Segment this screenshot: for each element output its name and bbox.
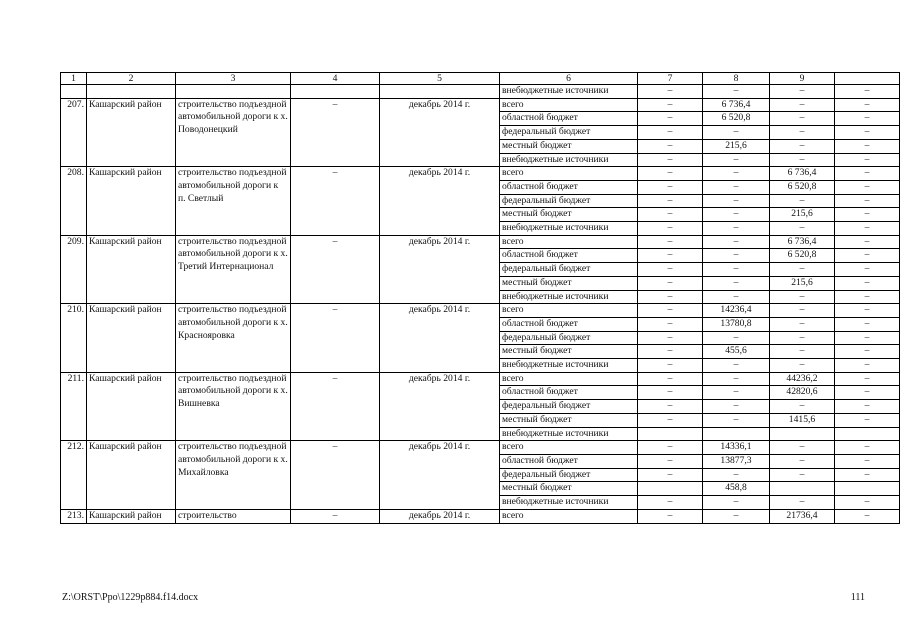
value-cell: – [835, 85, 900, 99]
value-cell: – [770, 331, 835, 345]
project-description: строительство подъездной автомобильной дороги к х. Краснояровка [176, 304, 291, 373]
value-cell: – [703, 126, 770, 140]
funding-source-label: местный бюджет [500, 482, 638, 496]
value-cell: – [835, 496, 900, 510]
header-cell [835, 73, 900, 85]
funding-source-label: внебюджетные источники [500, 359, 638, 373]
value-cell: – [638, 454, 703, 468]
funding-source-label: местный бюджет [500, 413, 638, 427]
funding-source-label: всего [500, 167, 638, 181]
table-row [61, 509, 900, 523]
value-cell: – [638, 263, 703, 277]
value-cell: – [770, 496, 835, 510]
row-number: 209. [61, 235, 87, 304]
value-cell: – [291, 441, 380, 510]
project-description: строительство подъездной автомобильной дороги к п. Светлый [176, 167, 291, 236]
value-cell: 44236,2 [770, 372, 835, 386]
table-row [61, 372, 900, 386]
funding-source-label: областной бюджет [500, 317, 638, 331]
page-number: 111 [850, 592, 865, 603]
value-cell: – [770, 126, 835, 140]
value-cell: – [835, 112, 900, 126]
row-number: 208. [61, 167, 87, 236]
value-cell: – [835, 359, 900, 373]
value-cell: – [638, 345, 703, 359]
value-cell: – [703, 208, 770, 222]
deadline-date: декабрь 2014 г. [380, 304, 500, 373]
value-cell: – [770, 222, 835, 236]
value-cell: 14336,1 [703, 441, 770, 455]
value-cell: – [835, 263, 900, 277]
value-cell: – [638, 276, 703, 290]
value-cell: – [638, 317, 703, 331]
project-description: строительство подъездной автомобильной дороги к х. Третий Интернационал [176, 235, 291, 304]
value-cell: – [703, 180, 770, 194]
row-number: 210. [61, 304, 87, 373]
value-cell: – [638, 112, 703, 126]
value-cell: – [703, 235, 770, 249]
header-cell: 9 [770, 73, 835, 85]
value-cell: – [835, 441, 900, 455]
funding-source-label: всего [500, 98, 638, 112]
value-cell: – [835, 276, 900, 290]
funding-source-label: внебюджетные источники [500, 290, 638, 304]
value-cell [835, 427, 900, 441]
funding-source-label: внебюджетные источники [500, 85, 638, 99]
value-cell: – [835, 249, 900, 263]
project-description: строительство [176, 509, 291, 523]
value-cell: – [638, 194, 703, 208]
funding-source-label: федеральный бюджет [500, 400, 638, 414]
value-cell: – [703, 167, 770, 181]
funding-source-label: областной бюджет [500, 112, 638, 126]
value-cell: – [770, 304, 835, 318]
funding-source-label: федеральный бюджет [500, 468, 638, 482]
continuation-row [61, 85, 900, 99]
value-cell: – [770, 112, 835, 126]
value-cell: – [835, 235, 900, 249]
district-name: Кашарский район [87, 167, 176, 236]
value-cell: – [638, 85, 703, 99]
value-cell: – [835, 208, 900, 222]
funding-source-label: федеральный бюджет [500, 194, 638, 208]
value-cell: – [638, 359, 703, 373]
deadline-date: декабрь 2014 г. [380, 235, 500, 304]
table-row [61, 304, 900, 318]
value-cell: – [770, 98, 835, 112]
funding-source-label: местный бюджет [500, 276, 638, 290]
funding-source-label: всего [500, 509, 638, 523]
value-cell: – [703, 386, 770, 400]
value-cell: – [703, 400, 770, 414]
value-cell: – [835, 331, 900, 345]
value-cell: – [638, 304, 703, 318]
value-cell: – [703, 222, 770, 236]
value-cell: – [703, 372, 770, 386]
value-cell: – [638, 208, 703, 222]
row-number: 211. [61, 372, 87, 441]
funding-source-label: внебюджетные источники [500, 427, 638, 441]
row-number: 207. [61, 98, 87, 167]
header-cell: 8 [703, 73, 770, 85]
value-cell: – [291, 98, 380, 167]
value-cell: – [835, 372, 900, 386]
value-cell: – [770, 85, 835, 99]
funding-source-label: областной бюджет [500, 249, 638, 263]
deadline-date: декабрь 2014 г. [380, 372, 500, 441]
value-cell: 6 736,4 [770, 167, 835, 181]
value-cell: 1415,6 [770, 413, 835, 427]
value-cell: 6 520,8 [770, 249, 835, 263]
value-cell: – [638, 153, 703, 167]
value-cell: – [291, 372, 380, 441]
value-cell: 6 520,8 [770, 180, 835, 194]
funding-source-label: местный бюджет [500, 345, 638, 359]
empty-cell [380, 85, 500, 99]
value-cell [703, 427, 770, 441]
value-cell: – [638, 496, 703, 510]
value-cell: – [835, 290, 900, 304]
value-cell: – [835, 413, 900, 427]
row-number: 213. [61, 509, 87, 523]
value-cell [770, 482, 835, 496]
value-cell: – [770, 290, 835, 304]
value-cell: – [770, 359, 835, 373]
value-cell: – [770, 317, 835, 331]
value-cell: – [703, 153, 770, 167]
value-cell: – [638, 509, 703, 523]
district-name: Кашарский район [87, 441, 176, 510]
value-cell: – [835, 126, 900, 140]
value-cell: – [770, 441, 835, 455]
funding-source-label: федеральный бюджет [500, 263, 638, 277]
value-cell: – [638, 126, 703, 140]
value-cell: – [638, 139, 703, 153]
header-cell: 3 [176, 73, 291, 85]
value-cell: – [638, 468, 703, 482]
value-cell: 215,6 [770, 208, 835, 222]
value-cell: – [703, 468, 770, 482]
header-cell: 5 [380, 73, 500, 85]
header-cell: 4 [291, 73, 380, 85]
budget-table [60, 72, 900, 524]
value-cell [638, 482, 703, 496]
district-name: Кашарский район [87, 304, 176, 373]
funding-source-label: всего [500, 304, 638, 318]
value-cell: – [638, 222, 703, 236]
value-cell [770, 427, 835, 441]
value-cell: – [703, 276, 770, 290]
value-cell: – [835, 153, 900, 167]
value-cell: – [770, 454, 835, 468]
deadline-date: декабрь 2014 г. [380, 509, 500, 523]
value-cell [835, 482, 900, 496]
value-cell: – [291, 304, 380, 373]
value-cell: 13780,8 [703, 317, 770, 331]
funding-source-label: федеральный бюджет [500, 331, 638, 345]
project-description: строительство подъездной автомобильной дороги к х. Поводонецкий [176, 98, 291, 167]
value-cell: – [638, 180, 703, 194]
project-description: строительство подъездной автомобильной дороги к х. Вишневка [176, 372, 291, 441]
value-cell: – [638, 386, 703, 400]
value-cell: – [770, 263, 835, 277]
funding-source-label: всего [500, 441, 638, 455]
value-cell: – [703, 496, 770, 510]
funding-source-label: внебюджетные источники [500, 153, 638, 167]
value-cell: 6 520,8 [703, 112, 770, 126]
value-cell: – [770, 468, 835, 482]
value-cell: 215,6 [770, 276, 835, 290]
value-cell: 455,6 [703, 345, 770, 359]
value-cell: – [835, 180, 900, 194]
project-description: строительство подъездной автомобильной дороги к х. Михайловка [176, 441, 291, 510]
value-cell: – [703, 85, 770, 99]
funding-source-label: федеральный бюджет [500, 126, 638, 140]
value-cell: – [703, 509, 770, 523]
table-row [61, 441, 900, 455]
empty-cell [176, 85, 291, 99]
funding-source-label: местный бюджет [500, 208, 638, 222]
value-cell: – [770, 400, 835, 414]
value-cell: – [770, 153, 835, 167]
value-cell: – [703, 249, 770, 263]
value-cell: – [770, 194, 835, 208]
header-row [61, 73, 900, 85]
value-cell: – [770, 345, 835, 359]
empty-cell [291, 85, 380, 99]
value-cell: – [835, 345, 900, 359]
value-cell: – [835, 400, 900, 414]
value-cell: – [703, 194, 770, 208]
value-cell: – [638, 372, 703, 386]
value-cell: – [638, 98, 703, 112]
value-cell: – [703, 263, 770, 277]
funding-source-label: всего [500, 372, 638, 386]
header-cell: 7 [638, 73, 703, 85]
table-row [61, 98, 900, 112]
value-cell: – [291, 167, 380, 236]
district-name: Кашарский район [87, 98, 176, 167]
funding-source-label: всего [500, 235, 638, 249]
value-cell: – [835, 167, 900, 181]
empty-cell [87, 85, 176, 99]
row-number: 212. [61, 441, 87, 510]
value-cell: – [291, 235, 380, 304]
value-cell: – [835, 304, 900, 318]
empty-cell [61, 85, 87, 99]
table-body [61, 73, 900, 524]
value-cell: 13877,3 [703, 454, 770, 468]
value-cell: – [703, 413, 770, 427]
value-cell: 21736,4 [770, 509, 835, 523]
value-cell: – [835, 317, 900, 331]
district-name: Кашарский район [87, 509, 176, 523]
value-cell: – [638, 413, 703, 427]
value-cell: 458,8 [703, 482, 770, 496]
funding-source-label: областной бюджет [500, 180, 638, 194]
value-cell: 6 736,4 [770, 235, 835, 249]
value-cell: – [835, 98, 900, 112]
value-cell: – [638, 290, 703, 304]
value-cell: – [835, 468, 900, 482]
value-cell: – [835, 222, 900, 236]
funding-source-label: внебюджетные источники [500, 496, 638, 510]
value-cell: – [835, 194, 900, 208]
value-cell: 6 736,4 [703, 98, 770, 112]
funding-source-label: областной бюджет [500, 454, 638, 468]
value-cell: – [835, 386, 900, 400]
table-row [61, 235, 900, 249]
value-cell [638, 427, 703, 441]
district-name: Кашарский район [87, 372, 176, 441]
table-row [61, 167, 900, 181]
value-cell: – [770, 139, 835, 153]
header-cell: 2 [87, 73, 176, 85]
value-cell: – [291, 509, 380, 523]
value-cell: – [835, 509, 900, 523]
value-cell: – [638, 249, 703, 263]
deadline-date: декабрь 2014 г. [380, 167, 500, 236]
district-name: Кашарский район [87, 235, 176, 304]
footer-file-path: Z:\ORST\Ppo\1229p884.f14.docx [62, 592, 199, 603]
deadline-date: декабрь 2014 г. [380, 98, 500, 167]
value-cell: – [703, 331, 770, 345]
value-cell: – [638, 441, 703, 455]
deadline-date: декабрь 2014 г. [380, 441, 500, 510]
value-cell: – [638, 167, 703, 181]
funding-source-label: местный бюджет [500, 139, 638, 153]
funding-source-label: внебюджетные источники [500, 222, 638, 236]
funding-source-label: областной бюджет [500, 386, 638, 400]
header-cell: 6 [500, 73, 638, 85]
value-cell: – [703, 359, 770, 373]
header-cell: 1 [61, 73, 87, 85]
value-cell: 42820,6 [770, 386, 835, 400]
value-cell: – [638, 235, 703, 249]
value-cell: – [835, 139, 900, 153]
value-cell: 215,6 [703, 139, 770, 153]
value-cell: – [638, 400, 703, 414]
value-cell: – [703, 290, 770, 304]
value-cell: – [638, 331, 703, 345]
value-cell: – [835, 454, 900, 468]
value-cell: 14236,4 [703, 304, 770, 318]
